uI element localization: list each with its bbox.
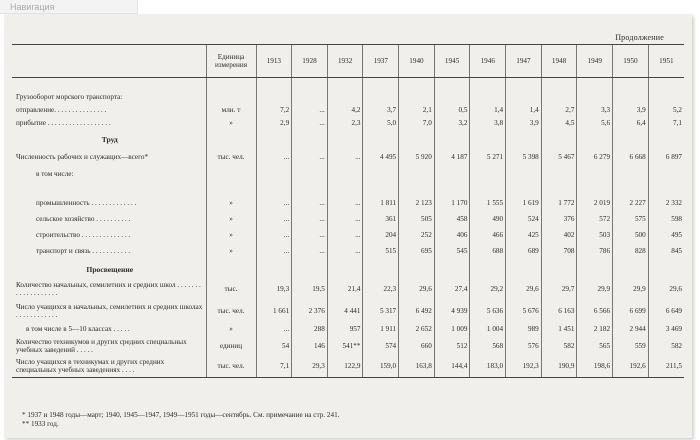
table-row: [12, 357, 684, 378]
continued-label: Продолжение: [615, 33, 664, 42]
table-row: [12, 337, 684, 357]
value-cell: 5,0: [363, 117, 399, 131]
value-cell: 6 163: [541, 300, 577, 323]
value-cell: 1 004: [470, 323, 506, 337]
value-cell: ...: [327, 149, 363, 166]
value-cell: 252: [399, 228, 435, 244]
value-cell: 2 182: [577, 323, 613, 337]
value-cell: 159,0: [363, 357, 399, 378]
value-cell: 1 811: [363, 196, 399, 212]
value-cell: ...: [327, 228, 363, 244]
value-cell: [506, 166, 542, 183]
value-cell: 22,3: [363, 279, 399, 300]
value-cell: 568: [470, 337, 506, 357]
value-cell: [327, 131, 363, 149]
value-cell: 5,2: [648, 104, 684, 117]
value-cell: 576: [506, 337, 542, 357]
value-cell: [327, 91, 363, 104]
year-header: 1946: [470, 45, 506, 78]
value-cell: [399, 131, 435, 149]
value-cell: 505: [399, 212, 435, 228]
value-cell: 0,5: [434, 104, 470, 117]
statistics-table: [12, 44, 684, 378]
value-cell: 466: [470, 228, 506, 244]
value-cell: 957: [327, 323, 363, 337]
value-cell: [292, 260, 328, 279]
value-cell: 5 271: [470, 149, 506, 166]
value-cell: 3,7: [363, 104, 399, 117]
heading-row: [12, 166, 684, 183]
value-cell: 5,6: [577, 117, 613, 131]
unit-cell: »: [206, 196, 256, 212]
value-cell: [648, 183, 684, 196]
value-cell: [648, 131, 684, 149]
value-cell: [648, 166, 684, 183]
value-cell: 5 317: [363, 300, 399, 323]
value-cell: 582: [648, 337, 684, 357]
year-header: 1940: [399, 45, 435, 78]
value-cell: 19,5: [292, 279, 328, 300]
label-column-header: [12, 45, 206, 78]
value-cell: 2 019: [577, 196, 613, 212]
value-cell: [327, 260, 363, 279]
value-cell: [399, 166, 435, 183]
table-row: [12, 149, 684, 166]
row-label: Количество техникумов и других средних специальных учебных заведений . . . . .: [16, 338, 187, 354]
value-cell: 402: [541, 228, 577, 244]
value-cell: 6 492: [399, 300, 435, 323]
year-header: 1913: [256, 45, 292, 78]
value-cell: 989: [506, 323, 542, 337]
value-cell: 1 451: [541, 323, 577, 337]
value-cell: 21,4: [327, 279, 363, 300]
value-cell: [613, 91, 649, 104]
value-cell: 828: [613, 244, 649, 260]
value-cell: 192,6: [613, 357, 649, 378]
value-cell: 689: [506, 244, 542, 260]
value-cell: 575: [613, 212, 649, 228]
value-cell: ...: [292, 149, 328, 166]
table-row: [12, 117, 684, 131]
value-cell: [506, 91, 542, 104]
year-header: 1947: [506, 45, 542, 78]
year-header: 1949: [577, 45, 613, 78]
value-cell: 5 467: [541, 149, 577, 166]
year-header: 1928: [292, 45, 328, 78]
value-cell: [292, 131, 328, 149]
value-cell: 144,4: [434, 357, 470, 378]
value-cell: [577, 166, 613, 183]
unit-cell: [206, 183, 256, 196]
value-cell: [256, 183, 292, 196]
section-heading: Просвещение: [86, 264, 134, 274]
value-cell: [506, 131, 542, 149]
value-cell: 288: [292, 323, 328, 337]
section-heading: Труд: [101, 135, 118, 145]
value-cell: ...: [327, 196, 363, 212]
value-cell: [399, 183, 435, 196]
table-row: [12, 323, 684, 337]
unit-cell: тыс. чел.: [206, 300, 256, 323]
table-row: [12, 212, 684, 228]
value-cell: 29,6: [648, 279, 684, 300]
year-header: 1945: [434, 45, 470, 78]
unit-cell: [206, 131, 256, 149]
value-cell: [292, 91, 328, 104]
value-cell: [399, 260, 435, 279]
value-cell: [327, 78, 363, 92]
unit-cell: [206, 91, 256, 104]
table-row: [12, 228, 684, 244]
value-cell: [613, 131, 649, 149]
value-cell: 4 939: [434, 300, 470, 323]
value-cell: 845: [648, 244, 684, 260]
value-cell: [256, 91, 292, 104]
value-cell: 7,2: [256, 104, 292, 117]
value-cell: [577, 260, 613, 279]
row-label: отправление. . . . . . . . . . . . . . .: [16, 105, 107, 114]
unit-cell: »: [206, 244, 256, 260]
value-cell: 4 187: [434, 149, 470, 166]
value-cell: 1,4: [506, 104, 542, 117]
table-row: [12, 104, 684, 117]
value-cell: ...: [256, 323, 292, 337]
value-cell: 6,4: [613, 117, 649, 131]
value-cell: ...: [256, 228, 292, 244]
value-cell: [470, 183, 506, 196]
value-cell: [470, 260, 506, 279]
row-label: в том числе в 5—10 классах . . . . .: [26, 325, 130, 334]
value-cell: 458: [434, 212, 470, 228]
value-cell: 5 398: [506, 149, 542, 166]
value-cell: 512: [434, 337, 470, 357]
value-cell: [256, 166, 292, 183]
unit-cell: тыс. чел.: [206, 357, 256, 378]
value-cell: [434, 166, 470, 183]
value-cell: 5 920: [399, 149, 435, 166]
value-cell: 4,2: [327, 104, 363, 117]
value-cell: 3,8: [470, 117, 506, 131]
value-cell: 29,9: [613, 279, 649, 300]
value-cell: ...: [327, 244, 363, 260]
value-cell: 1,4: [470, 104, 506, 117]
value-cell: 146: [292, 337, 328, 357]
value-cell: [434, 183, 470, 196]
value-cell: [363, 91, 399, 104]
unit-cell: »: [206, 228, 256, 244]
table-body: [12, 78, 684, 378]
unit-cell: [206, 78, 256, 92]
value-cell: [434, 131, 470, 149]
value-cell: 3 469: [648, 323, 684, 337]
value-cell: [363, 78, 399, 92]
value-cell: [434, 78, 470, 92]
unit-cell: тыс. чел.: [206, 149, 256, 166]
value-cell: 490: [470, 212, 506, 228]
value-cell: 2 332: [648, 196, 684, 212]
value-cell: 1 170: [434, 196, 470, 212]
value-cell: 574: [363, 337, 399, 357]
value-cell: ...: [327, 212, 363, 228]
value-cell: [363, 166, 399, 183]
value-cell: 541**: [327, 337, 363, 357]
value-cell: [327, 183, 363, 196]
value-cell: ...: [256, 196, 292, 212]
spacer-cell: [12, 78, 206, 92]
value-cell: 6 279: [577, 149, 613, 166]
value-cell: 27,4: [434, 279, 470, 300]
value-cell: [541, 183, 577, 196]
value-cell: 376: [541, 212, 577, 228]
value-cell: 5 636: [470, 300, 506, 323]
value-cell: 559: [613, 337, 649, 357]
heading-row: [12, 78, 684, 92]
value-cell: [613, 260, 649, 279]
unit-cell: [206, 260, 256, 279]
value-cell: 183,0: [470, 357, 506, 378]
value-cell: 6 668: [613, 149, 649, 166]
value-cell: 192,3: [506, 357, 542, 378]
row-label: прибытие . . . . . . . . . . . . . . . . . .: [16, 119, 111, 128]
value-cell: 572: [577, 212, 613, 228]
spacer-cell: [12, 183, 206, 196]
value-cell: 695: [399, 244, 435, 260]
value-cell: 708: [541, 244, 577, 260]
table-row: [12, 244, 684, 260]
value-cell: 1 009: [434, 323, 470, 337]
row-label: транспорт и связь . . . . . . . . . . .: [36, 247, 131, 256]
value-cell: 198,6: [577, 357, 613, 378]
value-cell: [541, 260, 577, 279]
value-cell: ...: [256, 212, 292, 228]
table-header-row: [12, 45, 684, 78]
value-cell: [470, 166, 506, 183]
unit-cell: единиц: [206, 337, 256, 357]
value-cell: 6 897: [648, 149, 684, 166]
value-cell: 29,3: [292, 357, 328, 378]
value-cell: [399, 78, 435, 92]
value-cell: 425: [506, 228, 542, 244]
value-cell: [256, 78, 292, 92]
value-cell: ...: [292, 212, 328, 228]
value-cell: [363, 260, 399, 279]
value-cell: 163,8: [399, 357, 435, 378]
year-header: 1950: [613, 45, 649, 78]
value-cell: [363, 183, 399, 196]
section-row: [12, 131, 684, 149]
value-cell: 7,1: [256, 357, 292, 378]
value-cell: ...: [292, 104, 328, 117]
unit-column-header: Единица измерения: [206, 45, 256, 78]
value-cell: 7,0: [399, 117, 435, 131]
value-cell: 54: [256, 337, 292, 357]
value-cell: [292, 166, 328, 183]
heading-row: [12, 183, 684, 196]
value-cell: 515: [363, 244, 399, 260]
value-cell: 3,2: [434, 117, 470, 131]
value-cell: 361: [363, 212, 399, 228]
value-cell: 3,3: [577, 104, 613, 117]
row-label: Грузооборот морского транспорта:: [16, 92, 123, 101]
value-cell: [506, 260, 542, 279]
year-header: 1951: [648, 45, 684, 78]
year-header: 1948: [541, 45, 577, 78]
value-cell: [577, 78, 613, 92]
value-cell: 3,9: [506, 117, 542, 131]
value-cell: ...: [292, 196, 328, 212]
value-cell: 660: [399, 337, 435, 357]
value-cell: ...: [256, 149, 292, 166]
value-cell: 3,9: [613, 104, 649, 117]
value-cell: [470, 78, 506, 92]
value-cell: [577, 183, 613, 196]
value-cell: 598: [648, 212, 684, 228]
value-cell: 6 649: [648, 300, 684, 323]
value-cell: [577, 91, 613, 104]
value-cell: [613, 183, 649, 196]
table-row: [12, 196, 684, 212]
value-cell: 500: [613, 228, 649, 244]
value-cell: 565: [577, 337, 613, 357]
value-cell: 2 944: [613, 323, 649, 337]
unit-cell: млн. т: [206, 104, 256, 117]
value-cell: [577, 131, 613, 149]
value-cell: 2 652: [399, 323, 435, 337]
value-cell: [470, 131, 506, 149]
value-cell: 2,7: [541, 104, 577, 117]
value-cell: [506, 183, 542, 196]
value-cell: 495: [648, 228, 684, 244]
value-cell: 2 123: [399, 196, 435, 212]
table-row: [12, 279, 684, 300]
section-row: [12, 260, 684, 279]
value-cell: [648, 78, 684, 92]
value-cell: 2 227: [613, 196, 649, 212]
value-cell: 4 495: [363, 149, 399, 166]
value-cell: [434, 91, 470, 104]
value-cell: 1 911: [363, 323, 399, 337]
value-cell: 2 376: [292, 300, 328, 323]
value-cell: 4,5: [541, 117, 577, 131]
unit-cell: »: [206, 212, 256, 228]
value-cell: [434, 260, 470, 279]
value-cell: 545: [434, 244, 470, 260]
value-cell: [506, 78, 542, 92]
row-label: строительство . . . . . . . . . . . . . .: [36, 231, 131, 240]
value-cell: 2,9: [256, 117, 292, 131]
row-label: Число учащихся в начальных, семилетних и средних школах . . . . . . . . . . . .: [16, 302, 203, 319]
heading-row: [12, 91, 684, 104]
value-cell: 503: [577, 228, 613, 244]
value-cell: 29,2: [470, 279, 506, 300]
value-cell: 524: [506, 212, 542, 228]
value-cell: 1 619: [506, 196, 542, 212]
footnote: * 1937 и 1948 годы—март; 1940, 1945—1947, 1949—1951 годы—сентябрь. См. примечание на стр. 241.: [22, 411, 340, 419]
value-cell: 582: [541, 337, 577, 357]
value-cell: ...: [256, 244, 292, 260]
unit-cell: »: [206, 117, 256, 131]
navigation-tab[interactable]: Навигация: [0, 0, 138, 14]
value-cell: 29,7: [541, 279, 577, 300]
value-cell: 204: [363, 228, 399, 244]
value-cell: [648, 91, 684, 104]
row-label: Численность рабочих и служащих—всего*: [16, 152, 149, 161]
value-cell: 29,6: [506, 279, 542, 300]
value-cell: [613, 166, 649, 183]
row-label: промышленность . . . . . . . . . . . . .: [36, 199, 137, 208]
value-cell: ...: [292, 228, 328, 244]
value-cell: [256, 131, 292, 149]
value-cell: [327, 166, 363, 183]
year-header: 1937: [363, 45, 399, 78]
value-cell: [363, 131, 399, 149]
unit-cell: тыс.: [206, 279, 256, 300]
value-cell: [292, 78, 328, 92]
value-cell: 122,9: [327, 357, 363, 378]
year-header: 1932: [327, 45, 363, 78]
value-cell: 406: [434, 228, 470, 244]
value-cell: [648, 260, 684, 279]
document-page: [4, 14, 692, 438]
footnote: ** 1933 год.: [22, 420, 59, 428]
value-cell: [613, 78, 649, 92]
value-cell: 6 699: [613, 300, 649, 323]
value-cell: 786: [577, 244, 613, 260]
value-cell: 211,5: [648, 357, 684, 378]
value-cell: 19,3: [256, 279, 292, 300]
value-cell: 1 772: [541, 196, 577, 212]
value-cell: [541, 166, 577, 183]
value-cell: [470, 91, 506, 104]
value-cell: [541, 91, 577, 104]
value-cell: [399, 91, 435, 104]
footnotes: [22, 411, 339, 429]
value-cell: [541, 78, 577, 92]
value-cell: 6 566: [577, 300, 613, 323]
value-cell: 7,1: [648, 117, 684, 131]
row-label: Число учащихся в техникумах и других средних специальных учебных заведениях . . . .: [12, 357, 206, 378]
value-cell: 4 441: [327, 300, 363, 323]
unit-cell: [206, 166, 256, 183]
table-row: [12, 300, 684, 323]
unit-cell: »: [206, 323, 256, 337]
value-cell: 1 555: [470, 196, 506, 212]
value-cell: 1 661: [256, 300, 292, 323]
value-cell: ...: [292, 244, 328, 260]
value-cell: 29,9: [577, 279, 613, 300]
value-cell: 5 676: [506, 300, 542, 323]
row-label: Количество начальных, семилетних и средних школ . . . . . . . . . . . . . . . . . . .: [16, 280, 201, 297]
value-cell: 2,3: [327, 117, 363, 131]
value-cell: ...: [292, 117, 328, 131]
row-label: в том числе:: [36, 169, 74, 178]
row-label: сельское хозяйство . . . . . . . . . .: [36, 215, 131, 224]
value-cell: [541, 131, 577, 149]
value-cell: [256, 260, 292, 279]
value-cell: 688: [470, 244, 506, 260]
value-cell: 190,9: [541, 357, 577, 378]
value-cell: [292, 183, 328, 196]
value-cell: 29,6: [399, 279, 435, 300]
value-cell: 2,1: [399, 104, 435, 117]
